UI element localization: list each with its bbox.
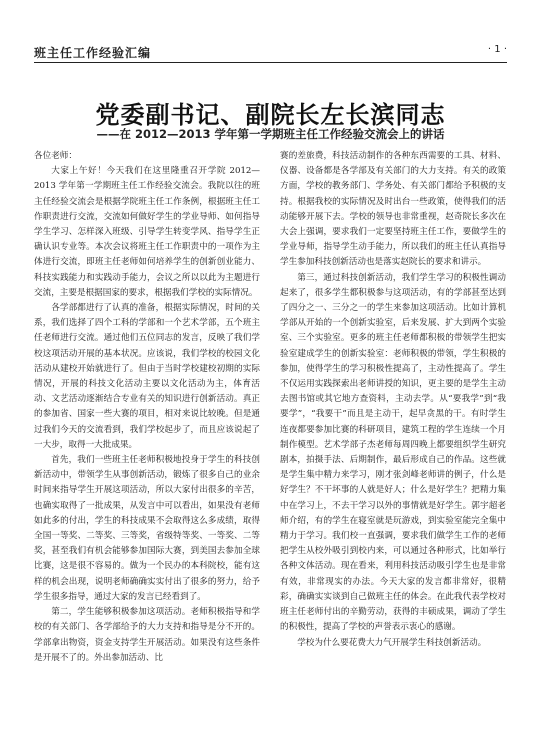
- paragraph: 第三，通过科技创新活动，我们学生学习的积极性调动起来了，很多学生都积极参与这项活动，有的学部甚至达到了四分之一、三分之一的学生来参加这项活动。比如计算机学部从开始的一个创新实验室，后来发展、扩大到两个实验室、三个实验室。更多的班主任老师都积极的带领学生把实验室建成学生的创新实验室：老师积极的带领，学生积极的参加，使得学生的学习积极性提高了，主动性提高了。学生不仅运用实践探索出老师讲授的知识，更主要的是学生主动去图书馆或其它地方查资料，主动去学。从“要我学”到“我要学”，“我要干”而且是主动干，起早贪黑的干。有时学生连夜都要参加比赛的科研项目，建筑工程的学生连续一个月制作模型。艺术学部子杰老师每周四晚上都要组织学生研究剧本，拍摄手法、后期制作，最后形成自己的作品。这些就是学生集中精力来学习，刚才张剑峰老师讲的例子，什么是好学生？不干坏事的人就是好人；什么是好学生？把精力集中在学习上，不去干学习以外的事情就是好学生。郭宇超老师介绍，有的学生在寝室就是玩游戏，到实验室能完全集中精力于学习。我们校一直强调，要求我们做学生工作的老师把学生从校外吸引到校内来，可以通过各种形式，比如举行各种文体活动。现在看来，利用科技活动吸引学生也是非常有效，非常现实的办法。今天大家的发言都非常好，很精彩，确确实实谈到自己做班主任的体会。在此我代表学校对班主任老师付出的辛勤劳动，获得的丰硕成果，调动了学生的积极性，提高了学校的声誉表示衷心的感谢。: [280, 272, 506, 633]
- page-number: · 1 ·: [487, 44, 507, 55]
- paragraph: 大家上午好！今天我们在这里隆重召开学院 2012—2013 学年第一学期班主任工作经验交流会。我院以往的班主任经验交流会是根据学院班主任工作条例，根据班主任工作职责进行交流，交流如何做好学生的学业导师、如何指导学生学习、怎样深入班级、引导学生转变学风、指导学生正确认识专业等。本次会议将班主任工作职责中的一项作为主体进行交流，即班主任老师如何培养学生的创新创业能力、科技实践能力和实践动手能力，会议之所以以此为主题进行交流，主要是根据国家的要求，根据我们学校的实际情况。: [34, 166, 260, 298]
- paragraph: 各学部都进行了认真的准备，根据实际情况，时间的关系，我们选择了四个工科的学部和一个艺术学部，五个班主任老师进行交流。通过他们五位同志的发言，反映了我们学校这项活动开展的基本状况。应该说，我们学校的校园文化活动从建校开始就进行了。但由于当时学校建校初期的实际情况，开展的科技文化活动主要以文化活动为主，体育活动、文艺活动逐渐结合专业有关的知识进行创新活动。真正的参加省、国家一些大赛的项目，相对来说比较晚。但是通过我们今天的交流看到，我们学校起步了，而且应该说起了一大步，取得一大批成果。: [34, 303, 260, 450]
- article-subtitle: ——在 2012—2013 学年第一学期班主任工作经验交流会上的讲话: [96, 127, 445, 141]
- article-title: 党委副书记、副院长左长滨同志: [95, 100, 446, 129]
- salutation: 各位老师：: [34, 151, 77, 161]
- running-header: [34, 44, 507, 63]
- paragraph: 学校为什么要花费大力气开展学生科技创新活动。: [297, 637, 487, 648]
- right-column: [280, 149, 506, 739]
- journal-title: 班主任工作经验汇编: [34, 46, 152, 60]
- left-column: [34, 149, 260, 739]
- paragraph-continued: 赛的差旅费，科技活动制作的各种东西需要的工具、材料、仪器、设备都是各学部及有关部门的大力支持。有关的政策方面，学校的教务部门、学务处、有关部门都给予积极的支持。根据我校的实际情况及时出台一些政策，使得我们的活动能够开展下去。学校的领导也非常重视，赵奇院长多次在大会上强调，要求我们一定要坚持班主任工作，要做学生的学业导师，指导学生动手能力，所以我们的班主任认真指导学生参加科技创新活动也是落实赵院长的要求和讲示。: [280, 151, 506, 268]
- paragraph: 首先，我们一些班主任老师积极地投身于学生的科技创新活动中，带领学生从事创新活动，锻炼了很多自己的业余时间来指导学生开展这项活动，所以大家付出很多的辛苦，也确实取得了一批成果，从发言中可以看出，如果没有老师如此多的付出，学生的科技成果不会取得这么多成绩，取得全国一等奖、二等奖、三等奖，省级特等奖、一等奖、二等奖，甚至我们有机会能够参加国际大赛，到美国去参加全球比赛，这是很不容易的。做为一个民办的本科院校，能有这样的机会出现，说明老师确确实实付出了很多的努力，给予学生很多指导，通过大家的发言已经看到了。: [34, 455, 260, 602]
- paragraph: 第二，学生能够积极参加这项活动。老师积极指导和学校的有关部门、各学部给予的大力支持和指导是分不开的。学部拿出物资，资金支持学生开展活动。如果没有这些条件是开展不了的。外出参加活动、比: [34, 607, 260, 663]
